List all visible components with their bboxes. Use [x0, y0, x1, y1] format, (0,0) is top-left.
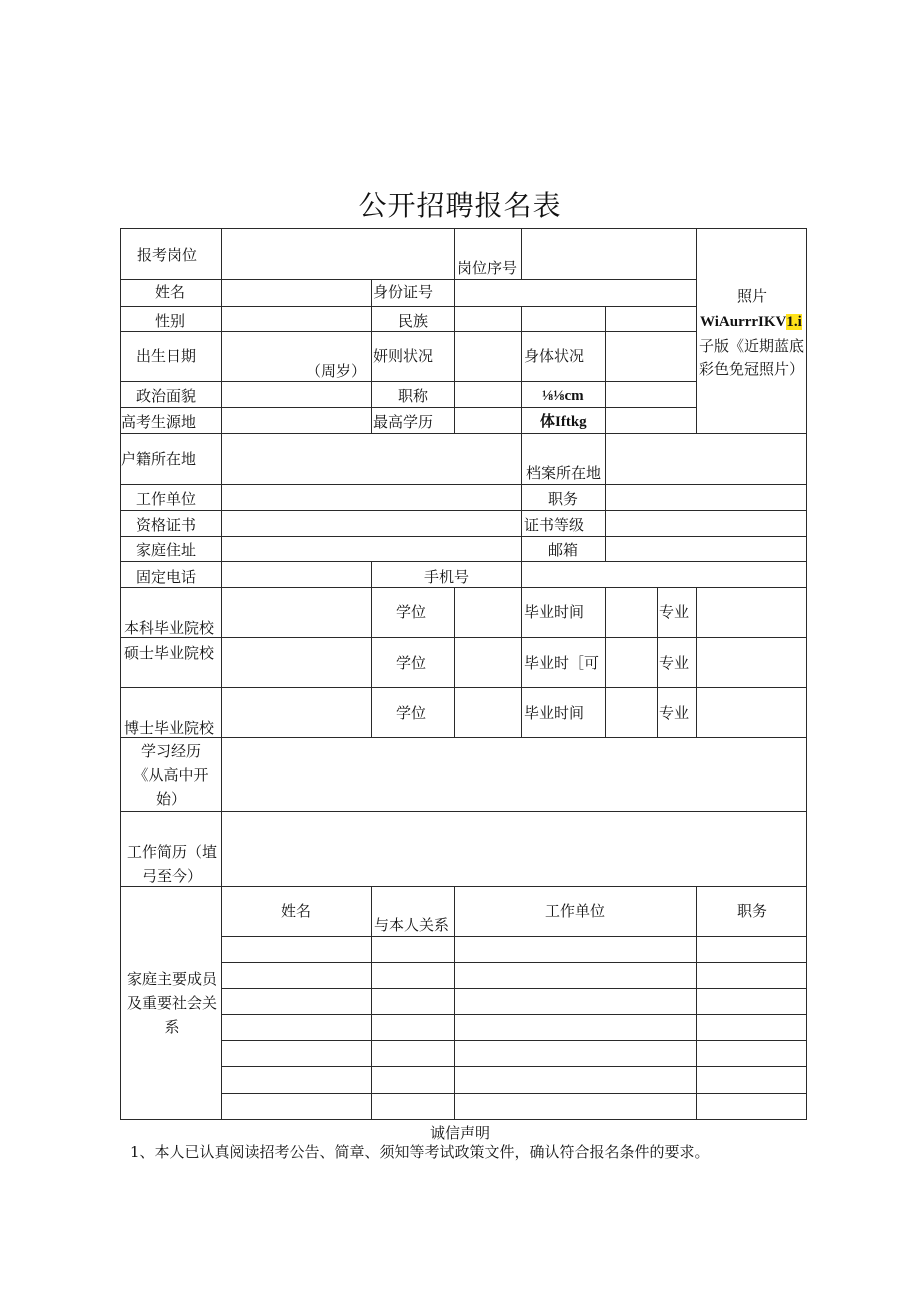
origin-label-cell [120, 407, 222, 434]
fam-row-cell[interactable] [454, 1014, 697, 1041]
name-label-cell [120, 279, 222, 307]
fam-row-cell[interactable] [696, 1093, 807, 1120]
fam-row-cell[interactable] [454, 1066, 697, 1094]
master-label-cell [120, 637, 222, 688]
age-label: （周岁） [306, 362, 367, 380]
work-input-cell[interactable] [221, 811, 807, 887]
employer-label: 工作单位 [136, 490, 197, 508]
post-input-cell[interactable] [221, 228, 455, 280]
fam-row-cell[interactable] [221, 1093, 372, 1120]
photo-label: 照片 [737, 287, 768, 305]
master-major-input[interactable] [696, 637, 807, 688]
bachelor-label: 本科毕业院校 [124, 619, 215, 637]
health-label: 身体状况 [524, 347, 585, 365]
doctor-gradtime-input[interactable] [605, 687, 658, 738]
fam-employer-header-cell [454, 886, 697, 937]
degree-label: 学位 [396, 654, 427, 672]
page-title: 公开招聘报名表 [358, 189, 562, 222]
grad-time-label: 毕业时间 [524, 704, 585, 722]
ethnicity-input-cell[interactable] [454, 306, 522, 332]
doctor-label: 博士毕业院校 [124, 719, 215, 737]
doctor-gradtime-label-cell [521, 687, 606, 738]
position-label: 职务 [548, 490, 579, 508]
position-label-cell [521, 484, 606, 511]
political-label: 政治面貌 [136, 387, 197, 405]
marital-input-cell[interactable] [454, 331, 522, 382]
doctor-degree-label-cell [371, 687, 455, 738]
photo-cell[interactable] [696, 228, 807, 434]
fam-row-cell[interactable] [221, 1066, 372, 1094]
email-label: 邮箱 [548, 541, 579, 559]
certificate-label-cell [120, 510, 222, 537]
fam-row-cell[interactable] [696, 1014, 807, 1041]
grad-time-label: 毕业时间 [524, 603, 585, 621]
hukou-label: 户籍所在地 [121, 450, 197, 468]
master-school-input[interactable] [221, 637, 372, 688]
fam-row-cell[interactable] [371, 988, 455, 1015]
fam-name-header-cell [221, 886, 372, 937]
email-label-cell [521, 536, 606, 562]
study-label-cell [120, 737, 222, 812]
declaration-item-1: 1、本人已认真阅读招考公告、简章、须知等考试政策文件，确认符合报名条件的要求。 [130, 1143, 710, 1161]
bachelor-major-label-cell [657, 587, 697, 638]
id-input-cell[interactable] [454, 279, 697, 307]
archive-label-cell [521, 433, 606, 485]
fam-row-cell[interactable] [371, 1014, 455, 1041]
degree-label: 学位 [396, 704, 427, 722]
photo-note-text-a: WiAurrrIKV [700, 314, 787, 330]
origin-label: 高考生源地 [121, 413, 197, 431]
education-input-cell[interactable] [454, 407, 522, 434]
certificate-label: 资格证书 [136, 516, 197, 534]
post-no-label-cell [454, 228, 522, 280]
fam-row-cell[interactable] [454, 1040, 697, 1067]
major-label: 专业 [659, 654, 690, 672]
blank-cell[interactable] [605, 306, 697, 332]
fam-name-header: 姓名 [281, 902, 312, 920]
fam-row-cell[interactable] [454, 988, 697, 1015]
study-label: 学习经历《从高中开始） [133, 742, 209, 808]
fam-row-cell[interactable] [696, 1040, 807, 1067]
phone-input-cell[interactable] [221, 561, 372, 588]
mobile-input-cell[interactable] [521, 561, 807, 588]
weight-label: 体Iftkg [540, 414, 587, 430]
archive-label: 档案所在地 [526, 464, 602, 482]
fam-row-cell[interactable] [454, 936, 697, 963]
master-gradtime-label-cell [521, 637, 606, 688]
height-label-cell [521, 381, 606, 408]
hukou-input-cell[interactable] [221, 433, 522, 485]
major-label: 专业 [659, 704, 690, 722]
fam-relation-header: 与本人关系 [374, 916, 450, 934]
fam-position-header: 职务 [737, 902, 768, 920]
fam-row-cell[interactable] [221, 988, 372, 1015]
height-input-cell[interactable] [605, 381, 697, 408]
degree-label: 学位 [396, 603, 427, 621]
doctor-label-cell [120, 687, 222, 738]
political-label-cell [120, 381, 222, 408]
post-no-input-cell[interactable] [521, 228, 697, 280]
doctor-school-input[interactable] [221, 687, 372, 738]
family-label: 家庭主要成员及重要社会关系 [126, 970, 217, 1036]
fam-row-cell[interactable] [696, 962, 807, 989]
fam-employer-header: 工作单位 [545, 902, 606, 920]
fam-row-cell[interactable] [221, 1014, 372, 1041]
id-label: 身份证号 [373, 283, 434, 301]
title-input-cell[interactable] [454, 381, 522, 408]
master-gradtime-input[interactable] [605, 637, 658, 688]
fam-row-cell[interactable] [696, 936, 807, 963]
weight-input-cell[interactable] [605, 407, 697, 434]
political-input-cell[interactable] [221, 381, 372, 408]
weight-label-cell [521, 407, 606, 434]
photo-note-highlight: 1.i [786, 314, 802, 330]
fam-row-cell[interactable] [696, 1066, 807, 1094]
certificate-input-cell[interactable] [221, 510, 522, 537]
email-input-cell[interactable] [605, 536, 807, 562]
gender-label-cell [120, 306, 222, 332]
fam-row-cell[interactable] [371, 1040, 455, 1067]
birth-label: 出生日期 [136, 347, 197, 365]
marital-label: 妍则状况 [373, 347, 434, 365]
origin-input-cell[interactable] [221, 407, 372, 434]
phone-label-cell [120, 561, 222, 588]
birth-label-cell [120, 331, 222, 382]
position-input-cell[interactable] [605, 484, 807, 511]
family-label-cell [120, 886, 222, 1120]
name-label: 姓名 [155, 283, 186, 301]
education-label-cell [371, 407, 455, 434]
bachelor-degree-input[interactable] [454, 587, 522, 638]
fam-row-cell[interactable] [371, 1066, 455, 1094]
hukou-label-cell [120, 433, 222, 485]
bachelor-label-cell [120, 587, 222, 638]
fam-row-cell[interactable] [371, 962, 455, 989]
bachelor-major-input[interactable] [696, 587, 807, 638]
mobile-label: 手机号 [424, 568, 470, 586]
fam-row-cell[interactable] [696, 988, 807, 1015]
mobile-label-cell [371, 561, 522, 588]
photo-note-line2: 子版《近期蓝底 [699, 337, 805, 355]
employer-input-cell[interactable] [221, 484, 522, 511]
declaration-heading: 诚信声明 [429, 1124, 490, 1142]
phone-label: 固定电话 [136, 568, 197, 586]
address-input-cell[interactable] [221, 536, 522, 562]
cert-level-input-cell[interactable] [605, 510, 807, 537]
title-label-cell [371, 381, 455, 408]
master-degree-label-cell [371, 637, 455, 688]
gender-input-cell[interactable] [221, 306, 372, 332]
master-degree-input[interactable] [454, 637, 522, 688]
education-label: 最高学历 [373, 413, 434, 431]
title-label: 职称 [398, 387, 429, 405]
archive-input-cell[interactable] [605, 433, 807, 485]
master-major-label-cell [657, 637, 697, 688]
doctor-degree-input[interactable] [454, 687, 522, 738]
fam-position-header-cell [696, 886, 807, 937]
cert-level-label: 证书等级 [524, 516, 585, 534]
health-label-cell [521, 331, 606, 382]
bachelor-gradtime-input[interactable] [605, 587, 658, 638]
name-input-cell[interactable] [221, 279, 372, 307]
address-label-cell [120, 536, 222, 562]
bachelor-school-input[interactable] [221, 587, 372, 638]
height-label: ⅛⅛cm [542, 388, 584, 404]
id-label-cell [371, 279, 455, 307]
fam-row-cell[interactable] [454, 1093, 697, 1120]
employer-label-cell [120, 484, 222, 511]
fam-row-cell[interactable] [221, 962, 372, 989]
cert-level-label-cell [521, 510, 606, 537]
fam-row-cell[interactable] [221, 936, 372, 963]
work-label: 工作简历（埴弓至今） [127, 843, 218, 885]
photo-note-line1 [700, 313, 802, 331]
bachelor-degree-label-cell [371, 587, 455, 638]
doctor-major-input[interactable] [696, 687, 807, 738]
gender-label: 性别 [155, 312, 186, 330]
fam-row-cell[interactable] [221, 1040, 372, 1067]
bachelor-gradtime-label-cell [521, 587, 606, 638]
fam-row-cell[interactable] [371, 936, 455, 963]
health-input-cell[interactable] [605, 331, 697, 382]
master-label: 硕士毕业院校 [124, 644, 215, 662]
blank-cell[interactable] [521, 306, 606, 332]
post-label: 报考岗位 [137, 246, 198, 264]
birth-input-cell[interactable] [221, 331, 372, 382]
major-label: 专业 [659, 603, 690, 621]
photo-note-line3: 彩色免冠照片） [699, 360, 805, 378]
fam-relation-header-cell [371, 886, 455, 937]
work-label-cell [120, 811, 222, 887]
doctor-major-label-cell [657, 687, 697, 738]
post-label-cell [120, 228, 222, 280]
study-input-cell[interactable] [221, 737, 807, 812]
ethnicity-label-cell [371, 306, 455, 332]
ethnicity-label: 民族 [398, 312, 429, 330]
marital-label-cell [371, 331, 455, 382]
fam-row-cell[interactable] [454, 962, 697, 989]
fam-row-cell[interactable] [371, 1093, 455, 1120]
grad-time-label-alt: 毕业时［可 [524, 654, 600, 672]
post-no-label: 岗位序号 [457, 259, 518, 277]
address-label: 家庭住址 [136, 541, 197, 559]
